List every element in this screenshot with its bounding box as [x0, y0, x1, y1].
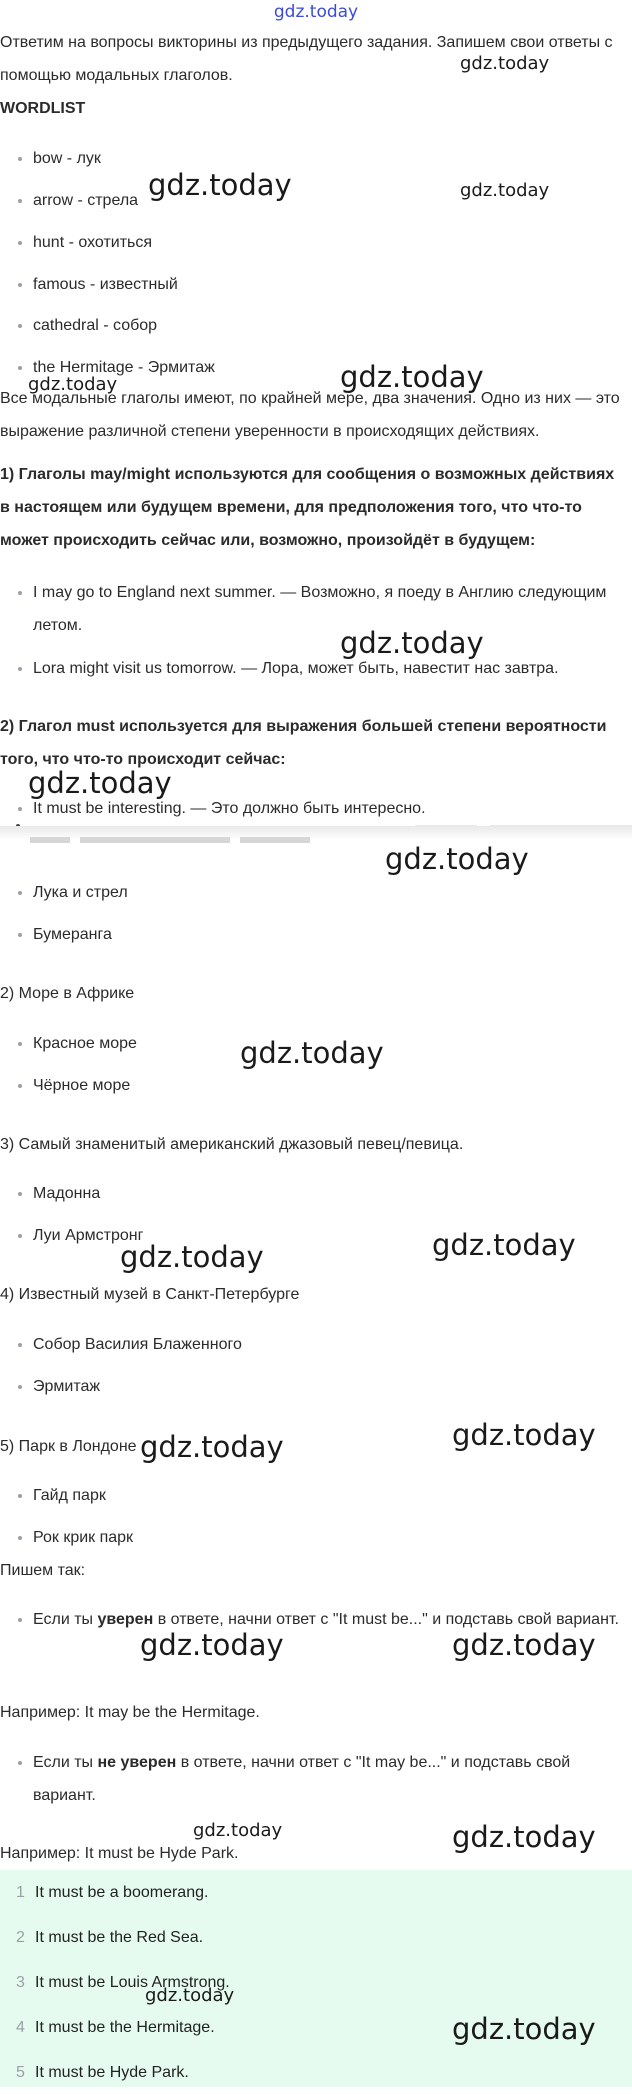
- wordlist-item: [14, 142, 622, 175]
- wordlist-item-text: famous - известный: [33, 276, 178, 293]
- quiz-option-text: Эрмитаж: [33, 1378, 101, 1395]
- answer-number: 3: [16, 1974, 25, 1991]
- watermark: gdz.today: [140, 1628, 284, 1662]
- example-sure: Например: It may be the Hermitage.: [0, 1704, 260, 1721]
- quiz-option-text: Мадонна: [33, 1185, 101, 1202]
- answer-text: It must be Hyde Park.: [35, 2064, 189, 2081]
- modal-intro-paragraph: Все модальные глаголы имеют, по крайней мере, два значения. Одно из них — это выражение различной степени уверенности в происходящих действиях.: [0, 390, 620, 440]
- wordlist-item-text: the Hermitage - Эрмитаж: [33, 359, 215, 376]
- wordlist-item: [14, 309, 622, 342]
- answer-number: 1: [16, 1884, 25, 1901]
- wordlist-item-text: bow - лук: [33, 150, 101, 167]
- answers-block: [0, 1870, 632, 2087]
- hint-strong: уверен: [97, 1611, 154, 1628]
- quiz-option: [14, 1328, 622, 1361]
- watermark: gdz.today: [452, 2012, 596, 2046]
- example-unsure: Например: It must be Hyde Park.: [0, 1845, 239, 1862]
- example-item: [14, 652, 622, 685]
- hint-text-post: в ответе, начни ответ с "It may be..." и подставь свой вариант.: [33, 1754, 571, 1804]
- quiz-option-text: Красное море: [33, 1035, 137, 1052]
- answer-number: 2: [16, 1929, 25, 1946]
- answer-row: [0, 1960, 632, 2005]
- hint-item: [14, 1746, 622, 1812]
- watermark: gdz.today: [28, 374, 118, 395]
- quiz-option-text: Рок крик парк: [33, 1529, 134, 1546]
- hint-text-post: в ответе, начни ответ с "It must be..." и подставь свой вариант.: [153, 1611, 619, 1628]
- example-text: I may go to England next summer. — Возможно, я поеду в Англию следующим летом.: [33, 584, 607, 634]
- quiz-question-3: 3) Самый знаменитый американский джазовый певец/певица.: [0, 1136, 464, 1153]
- quiz-option-text: Чёрное море: [33, 1077, 131, 1094]
- quiz-option-text: Лука и стрел: [33, 884, 128, 901]
- watermark: gdz.today: [432, 1228, 576, 1262]
- cut-text-fragment: [30, 837, 70, 843]
- wordlist-title: WORDLIST: [0, 100, 86, 117]
- wordlist-item: [14, 268, 622, 301]
- quiz-question-2: 2) Море в Африке: [0, 985, 135, 1002]
- quiz-option-text: Бумеранга: [33, 926, 112, 943]
- answer-text: It must be a boomerang.: [35, 1884, 209, 1901]
- hint-text-pre: Если ты: [33, 1754, 98, 1771]
- watermark: gdz.today: [452, 1820, 596, 1854]
- wordlist-item-text: hunt - охотиться: [33, 234, 153, 251]
- watermark: gdz.today: [452, 1418, 596, 1452]
- watermark: gdz.today: [460, 180, 550, 201]
- answer-text: It must be the Red Sea.: [35, 1929, 204, 1946]
- example-text: Lora might visit us tomorrow. — Лора, может быть, навестит нас завтра.: [33, 660, 559, 677]
- answer-number: 5: [16, 2064, 25, 2081]
- wordlist-item-text: arrow - стрела: [33, 192, 139, 209]
- watermark: gdz.today: [460, 53, 550, 74]
- watermark: gdz.today: [148, 168, 292, 202]
- quiz-option: [14, 876, 622, 909]
- quiz-option: [14, 1479, 622, 1512]
- quiz-option: [14, 918, 622, 951]
- quiz-option-text: Гайд парк: [33, 1487, 106, 1504]
- watermark: gdz.today: [193, 1820, 283, 1841]
- example-text: It must be interesting. — Это должно быть интересно.: [33, 800, 426, 817]
- intro-paragraph: Ответим на вопросы викторины из предыдущего задания. Запишем свои ответы с помощью модальных глаголов.: [0, 34, 613, 84]
- quiz-option-text: Луи Армстронг: [33, 1227, 144, 1244]
- watermark: gdz.today: [120, 1240, 264, 1274]
- watermark: gdz.today: [145, 1985, 235, 2006]
- watermark: gdz.today: [140, 1430, 284, 1464]
- watermark: gdz.today: [340, 626, 484, 660]
- answer-row: [0, 1915, 632, 1960]
- example-item: [14, 576, 622, 642]
- answer-text: It must be Louis Armstrong.: [35, 1974, 230, 1991]
- rule-may-might: 1) Глаголы may/might используются для сообщения о возможных действиях в настоящем или будущем времени, для предположения того, что что-то может происходить сейчас или, возможно, произойдёт в будущем:: [0, 466, 615, 549]
- quiz-option: [14, 1370, 622, 1403]
- watermark: gdz.today: [240, 1036, 384, 1070]
- cut-text-fragment: [240, 837, 310, 843]
- answer-row: [0, 1870, 632, 1915]
- answer-number: 4: [16, 2019, 25, 2036]
- quiz-question-4: 4) Известный музей в Санкт-Петербурге: [0, 1286, 300, 1303]
- wordlist-item-text: cathedral - собор: [33, 317, 158, 334]
- watermark: gdz.today: [28, 766, 172, 800]
- quiz-option-text: Собор Василия Блаженного: [33, 1336, 242, 1353]
- quiz-option: [14, 1521, 622, 1554]
- site-logo: gdz.today: [273, 2, 359, 22]
- rule-must: 2) Глагол must используется для выражения большей степени вероятности того, что что-то происходит сейчас:: [0, 718, 607, 768]
- quiz-question-5: 5) Парк в Лондоне: [0, 1438, 137, 1455]
- cut-text-fragment: [80, 837, 230, 843]
- watermark: gdz.today: [340, 360, 484, 394]
- quiz-option: [14, 1177, 622, 1210]
- answer-text: It must be the Hermitage.: [35, 2019, 215, 2036]
- watermark: gdz.today: [452, 1628, 596, 1662]
- hint-text-pre: Если ты: [33, 1611, 98, 1628]
- answer-row: [0, 2050, 632, 2095]
- quiz-option: [14, 1069, 622, 1102]
- wordlist-item: [14, 226, 622, 259]
- hint-strong: не уверен: [97, 1754, 177, 1771]
- watermark: gdz.today: [385, 842, 529, 876]
- write-label: Пишем так:: [0, 1562, 86, 1579]
